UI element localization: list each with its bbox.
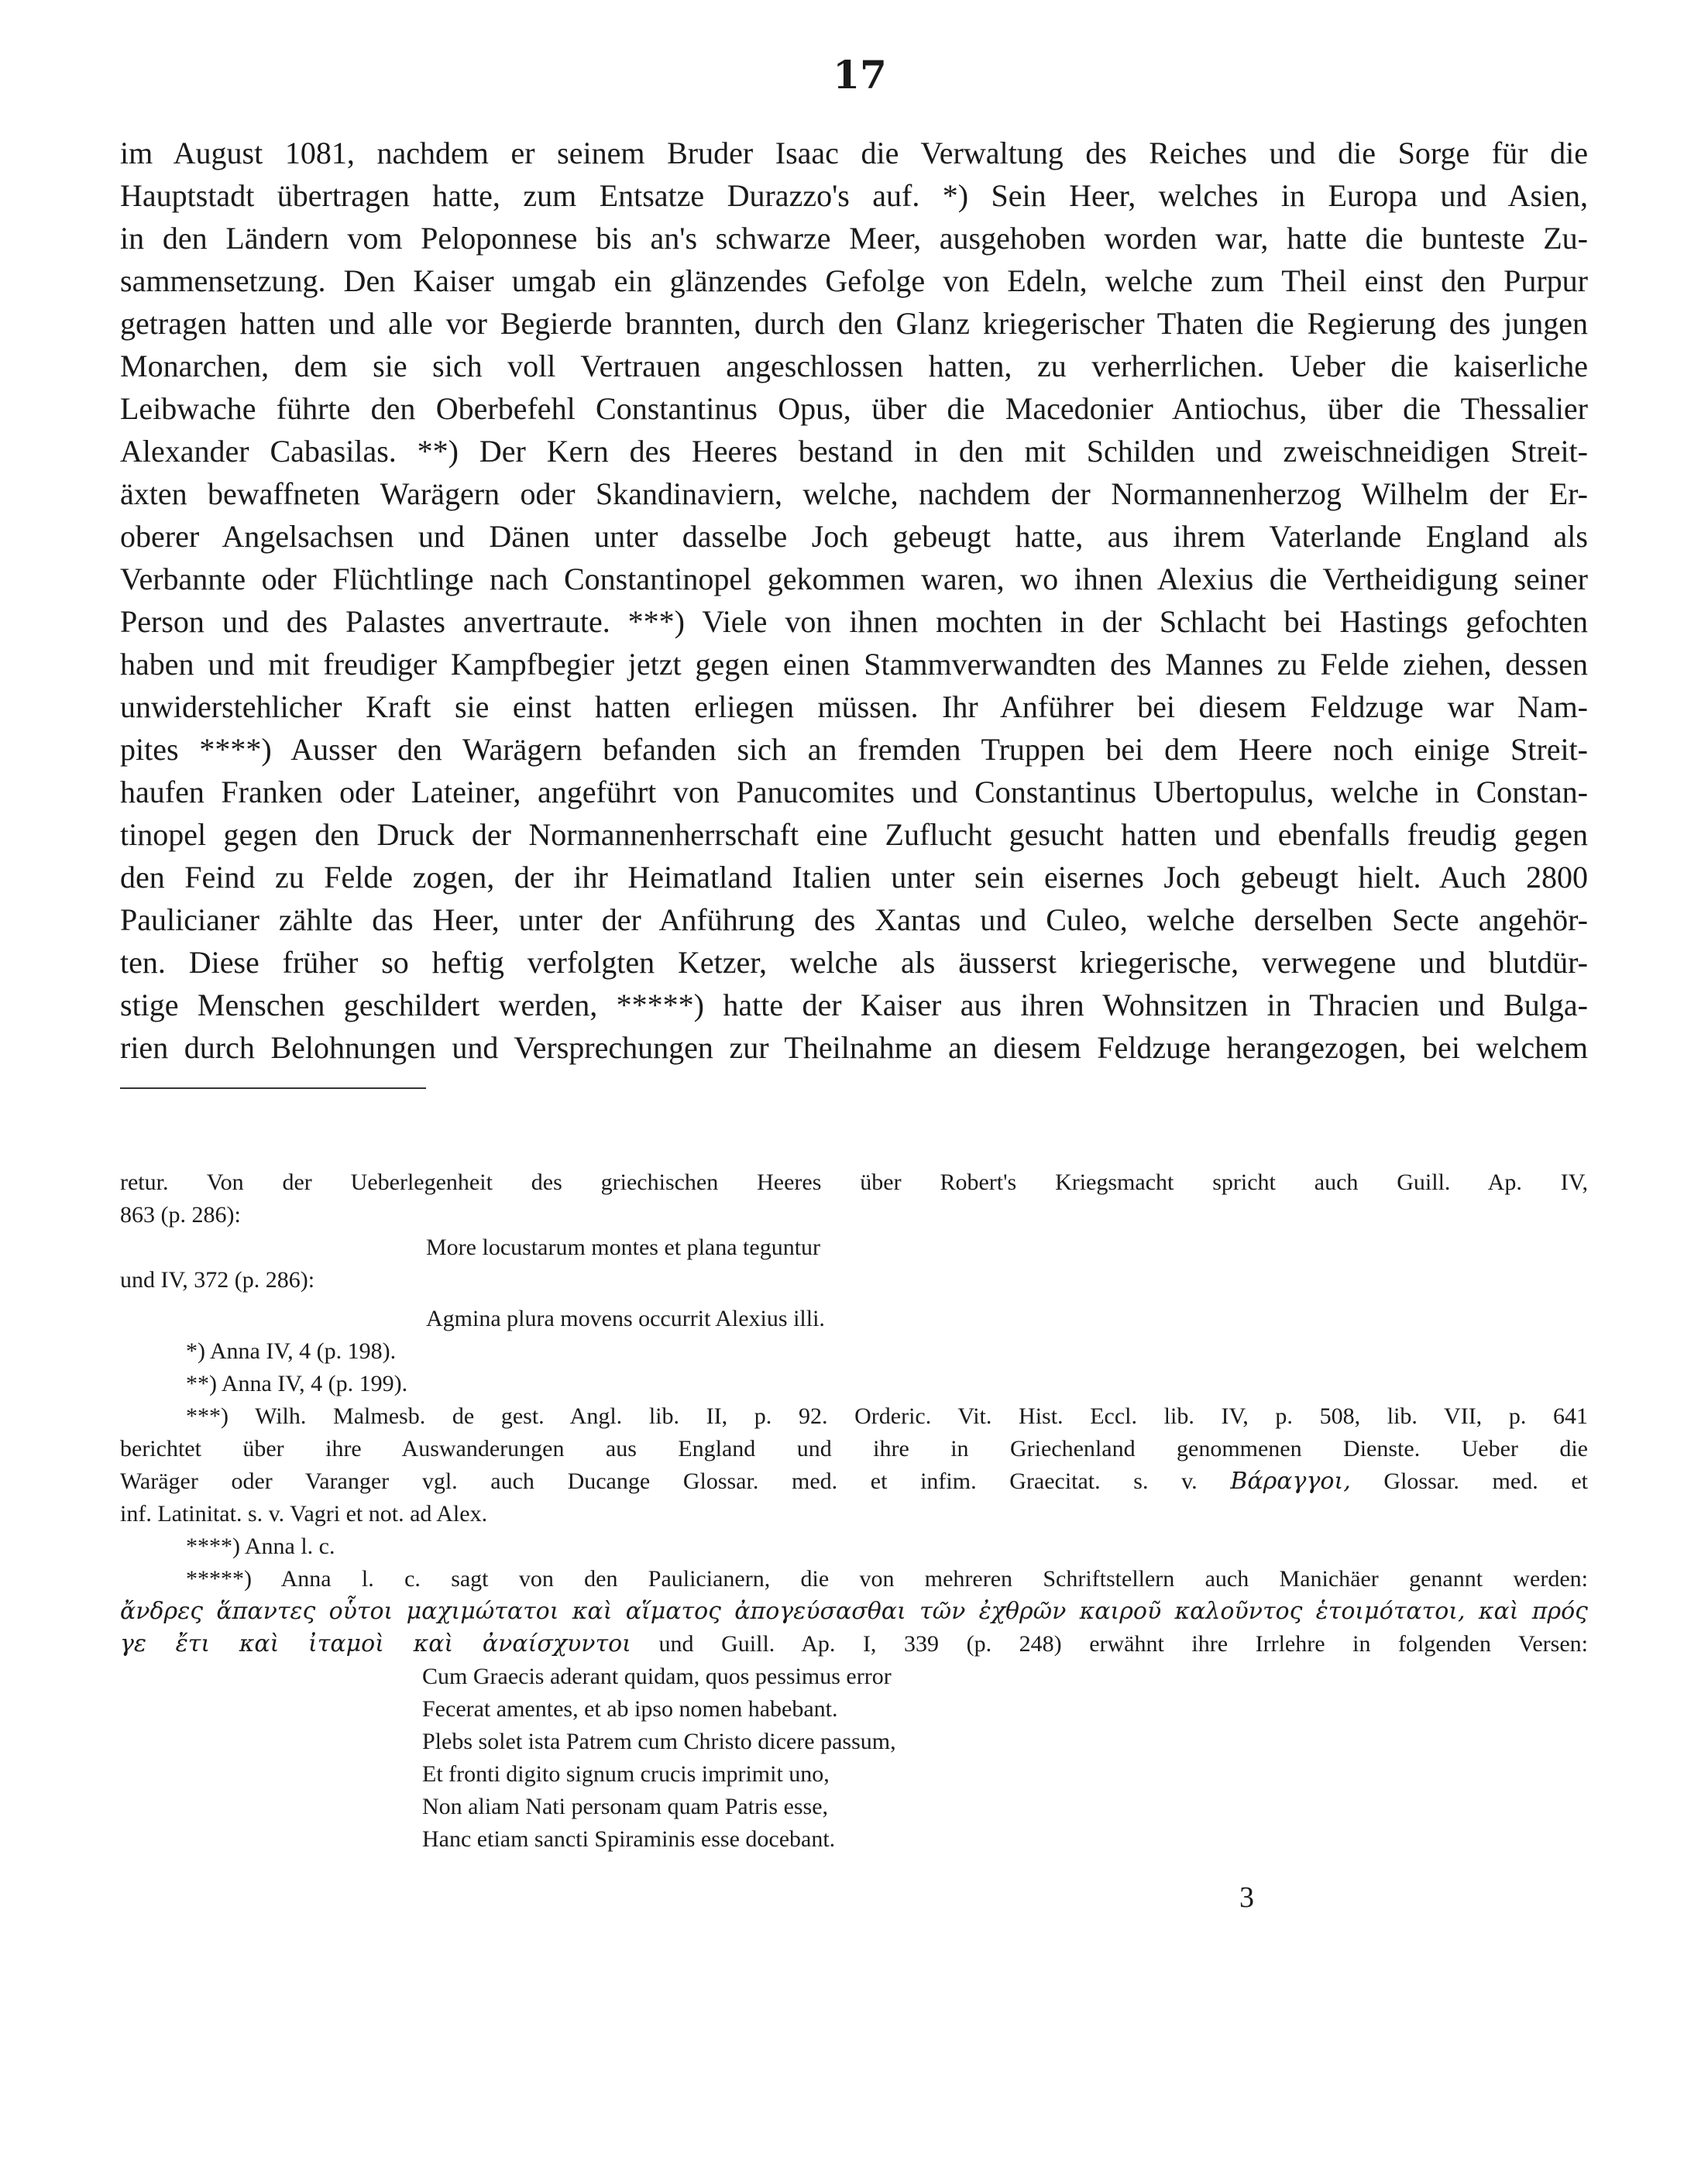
footnote-line: und IV, 372 (p. 286): [120,1267,315,1293]
verse-line: Fecerat amentes, et ab ipso nomen habebant. [422,1696,838,1722]
text-line: haben und mit freudiger Kampfbegier jetzt gegen einen Stammverwandten des Mannes zu Felde ziehen, dessen [120,647,1588,682]
footnote-2: **) Anna IV, 4 (p. 199). [186,1371,408,1396]
text-line: tinopel gegen den Druck der Normannenherrschaft eine Zuflucht gesucht hatten und ebenfalls freudig gegen [120,817,1588,852]
footnote-3: ***) Wilh. Malmesb. de gest. Angl. lib. II, p. 92. Orderic. Vit. Hist. Eccl. lib. IV, p. 508, lib. VII, p. 641 [186,1403,1588,1429]
footnote-text: Waräger oder Varanger vgl. auch Ducange Glossar. med. et infim. Graecitat. s. v. [120,1468,1198,1494]
main-text [120,132,1588,1069]
text-line: Paulicianer zählte das Heer, unter der Anführung des Xantas und Culeo, welche derselben Secte angehör- [120,902,1588,937]
signature-mark: 3 [1239,1881,1254,1914]
page-number: 17 [833,52,887,98]
text-line: unwiderstehlicher Kraft sie einst hatten erliegen müssen. Ihr Anführer bei diesem Feldzuge war Nam- [120,689,1588,724]
footnote-text: und Guill. Ap. I, 339 (p. 248) erwähnt ihre Irrlehre in folgenden Versen: [658,1631,1588,1657]
text-line: den Feind zu Felde zogen, der ihr Heimatland Italien unter sein eisernes Joch gebeugt hielt. Auch 2800 [120,860,1588,895]
text-line: im August 1081, nachdem er seinem Bruder Isaac die Verwaltung des Reiches und die Sorge für die [120,136,1588,170]
greek-text: ἄνδρες ἅπαντες οὗτοι μαχιμώτατοι καὶ αἵματος ἀπογεύσασθαι τῶν ἐχθρῶν καιροῦ καλοῦντος ἑτοιμότατοι, καὶ πρός [120,1598,1588,1625]
footnote-separator [120,1087,426,1089]
footnote-text: Glossar. med. et [1383,1468,1589,1494]
verse-quote: Agmina plura movens occurrit Alexius illi. [426,1306,825,1331]
text-line: Person und des Palastes anvertraute. ***) Viele von ihnen mochten in der Schlacht bei Hastings gefochten [120,604,1588,639]
text-line: Alexander Cabasilas. **) Der Kern des Heeres bestand in den mit Schilden und zweischneidigen Streit- [120,434,1588,469]
footnote-line: inf. Latinitat. s. v. Vagri et not. ad Alex. [120,1501,488,1527]
text-line: stige Menschen geschildert werden, *****) hatte der Kaiser aus ihren Wohnsitzen in Thracien und Bulga- [120,987,1588,1022]
text-line: Leibwache führte den Oberbefehl Constantinus Opus, über die Macedonier Antiochus, über die Thessalier [120,391,1588,426]
text-line: Monarchen, dem sie sich voll Vertrauen angeschlossen hatten, zu verherrlichen. Ueber die kaiserliche [120,349,1588,383]
text-line: Verbannte oder Flüchtlinge nach Constantinopel gekommen waren, wo ihnen Alexius die Vertheidigung seiner [120,562,1588,596]
footnotes [120,1166,1588,1856]
footnote-1: *) Anna IV, 4 (p. 198). [186,1338,397,1364]
footnote-line: 863 (p. 286): [120,1202,241,1228]
verse-line: Plebs solet ista Patrem cum Christo dicere passum, [422,1729,896,1754]
text-line: Hauptstadt übertragen hatte, zum Entsatze Durazzo's auf. *) Sein Heer, welches in Europa und Asien, [120,178,1588,213]
verse-line: Hanc etiam sancti Spiraminis esse docebant. [422,1826,836,1852]
verse-line: Cum Graecis aderant quidam, quos pessimus error [422,1664,892,1689]
text-line: getragen hatten und alle vor Begierde brannten, durch den Glanz kriegerischer Thaten die Regierung des jungen [120,306,1588,341]
footnote-line [120,1465,1588,1498]
text-line: äxten bewaffneten Warägern oder Skandinaviern, welche, nachdem der Normannenherzog Wilhelm der Er- [120,476,1588,511]
text-line: rien durch Belohnungen und Versprechungen zur Theilnahme an diesem Feldzuge herangezogen, bei welchem [120,1030,1588,1065]
text-line: haufen Franken oder Lateiner, angeführt von Panucomites und Constantinus Ubertopulus, welche in Constan- [120,775,1588,809]
verse-quote: More locustarum montes et plana teguntur [426,1235,821,1260]
footnote-line: berichtet über ihre Auswanderungen aus England und ihre in Griechenland genommenen Dienste. Ueber die [120,1436,1588,1461]
greek-text: γε ἔτι καὶ ἰταμοὶ καὶ ἀναίσχυντοι [120,1630,631,1657]
text-line: oberer Angelsachsen und Dänen unter dasselbe Joch gebeugt hatte, aus ihrem Vaterlande England als [120,519,1588,554]
text-line: pites ****) Ausser den Warägern befanden sich an fremden Truppen bei dem Heere noch einige Streit- [120,732,1588,767]
verse-line: Non aliam Nati personam quam Patris esse, [422,1794,829,1819]
greek-text: Βάραγγοι, [1230,1468,1351,1495]
text-line: in den Ländern vom Peloponnese bis an's schwarze Meer, ausgehoben worden war, hatte die bunteste Zu- [120,221,1588,256]
text-line: sammensetzung. Den Kaiser umgab ein glänzendes Gefolge von Edeln, welche zum Theil einst den Purpur [120,263,1588,298]
footnote-line: retur. Von der Ueberlegenheit des griechischen Heeres über Robert's Kriegsmacht spricht auch Guill. Ap. IV, [120,1170,1588,1195]
verse-line: Et fronti digito signum crucis imprimit uno, [422,1761,830,1787]
footnote-4: ****) Anna l. c. [186,1534,335,1559]
text-line: ten. Diese früher so heftig verfolgten Ketzer, welche als äusserst kriegerische, verwegene und blutdür- [120,945,1588,980]
footnote-line [120,1628,1588,1661]
footnote-5: *****) Anna l. c. sagt von den Paulicianern, die von mehreren Schriftstellern auch Manichäer genannt werden: [186,1566,1588,1592]
